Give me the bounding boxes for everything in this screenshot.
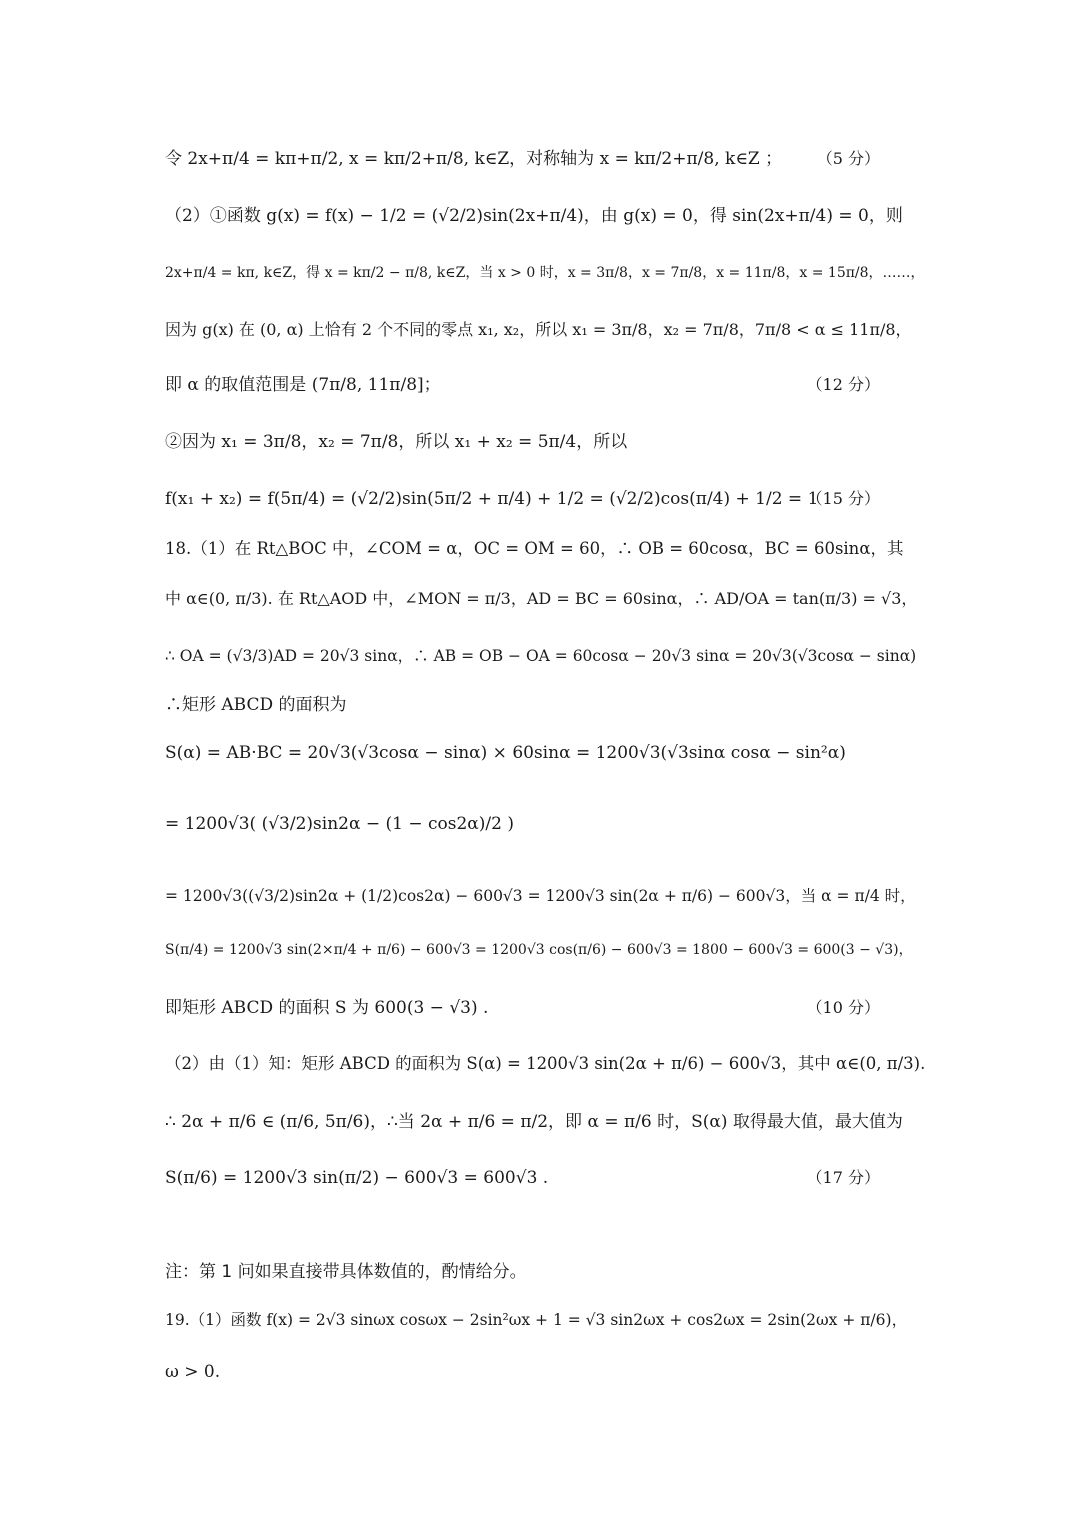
text-line: 令 2x+π/4 = kπ+π/2, x = kπ/2+π/8, k∈Z，对称轴为 x = kπ/2+π/8, k∈Z ；: [165, 149, 783, 169]
score-label: （15 分）: [806, 489, 880, 508]
text-line: （2）由（1）知：矩形 ABCD 的面积为 S(α) = 1200√3 sin(2α + π/6) − 600√3，其中 α∈(0, π/3).: [165, 1054, 926, 1073]
note-line: 注：第 1 问如果直接带具体数值的，酌情给分。: [165, 1262, 527, 1282]
text-line: S(π/6) = 1200√3 sin(π/2) − 600√3 = 600√3 .: [165, 1168, 549, 1188]
text-line: 2x+π/4 = kπ, k∈Z，得 x = kπ/2 − π/8, k∈Z，当 x > 0 时，x = 3π/8，x = 7π/8，x = 11π/8，x = 15π/8，……，: [165, 265, 925, 281]
text-line: ∴矩形 ABCD 的面积为: [165, 695, 347, 715]
score-label: （10 分）: [806, 998, 880, 1017]
score-label: （17 分）: [806, 1168, 880, 1187]
score-label: （5 分）: [816, 149, 880, 168]
text-line: （2）①函数 g(x) = f(x) − 1/2 = (√2/2)sin(2x+π/4)，由 g(x) = 0，得 sin(2x+π/4) = 0，则: [165, 206, 903, 226]
text-line: ∴ 2α + π/6 ∈ (π/6, 5π/6)，∴当 2α + π/6 = π/2，即 α = π/6 时，S(α) 取得最大值，最大值为: [165, 1112, 903, 1132]
text-line: 19.（1）函数 f(x) = 2√3 sinωx cosωx − 2sin²ωx + 1 = √3 sin2ωx + cos2ωx = 2sin(2ωx + π/6)，: [165, 1311, 908, 1329]
text-line: f(x₁ + x₂) = f(5π/4) = (√2/2)sin(5π/2 + π/4) + 1/2 = (√2/2)cos(π/4) + 1/2 = 1: [165, 489, 819, 509]
text-line: ②因为 x₁ = 3π/8，x₂ = 7π/8，所以 x₁ + x₂ = 5π/4，所以: [165, 432, 628, 452]
text-line: 因为 g(x) 在 (0, α) 上恰有 2 个不同的零点 x₁, x₂，所以 x₁ = 3π/8，x₂ = 7π/8，7π/8 < α ≤ 11π/8，: [165, 320, 912, 339]
text-line: = 1200√3((√3/2)sin2α + (1/2)cos2α) − 600√3 = 1200√3 sin(2α + π/6) − 600√3，当 α = π/4 时，: [165, 887, 916, 905]
text-line: 18.（1）在 Rt△BOC 中，∠COM = α，OC = OM = 60，∴ OB = 60cosα，BC = 60sinα，其: [165, 539, 904, 558]
text-line: 即 α 的取值范围是 (7π/8, 11π/8]；: [165, 375, 441, 395]
text-line: S(π/4) = 1200√3 sin(2×π/4 + π/6) − 600√3 = 1200√3 cos(π/6) − 600√3 = 1800 − 600√3 = 600(3 − √3)，: [165, 942, 913, 958]
text-line: ∴ OA = (√3/3)AD = 20√3 sinα，∴ AB = OB − OA = 60cosα − 20√3 sinα = 20√3(√3cosα − sinα): [165, 647, 917, 665]
score-label: （12 分）: [806, 375, 880, 394]
text-line: 即矩形 ABCD 的面积 S 为 600(3 − √3) .: [165, 998, 489, 1018]
text-line: ω > 0.: [165, 1362, 221, 1382]
text-line: 中 α∈(0, π/3). 在 Rt△AOD 中，∠MON = π/3，AD = BC = 60sinα，∴ AD/OA = tan(π/3) = √3，: [165, 589, 918, 608]
text-line: S(α) = AB·BC = 20√3(√3cosα − sinα) × 60sinα = 1200√3(√3sinα cosα − sin²α): [165, 743, 846, 763]
text-line: = 1200√3( (√3/2)sin2α − (1 − cos2α)/2 ): [165, 814, 514, 834]
